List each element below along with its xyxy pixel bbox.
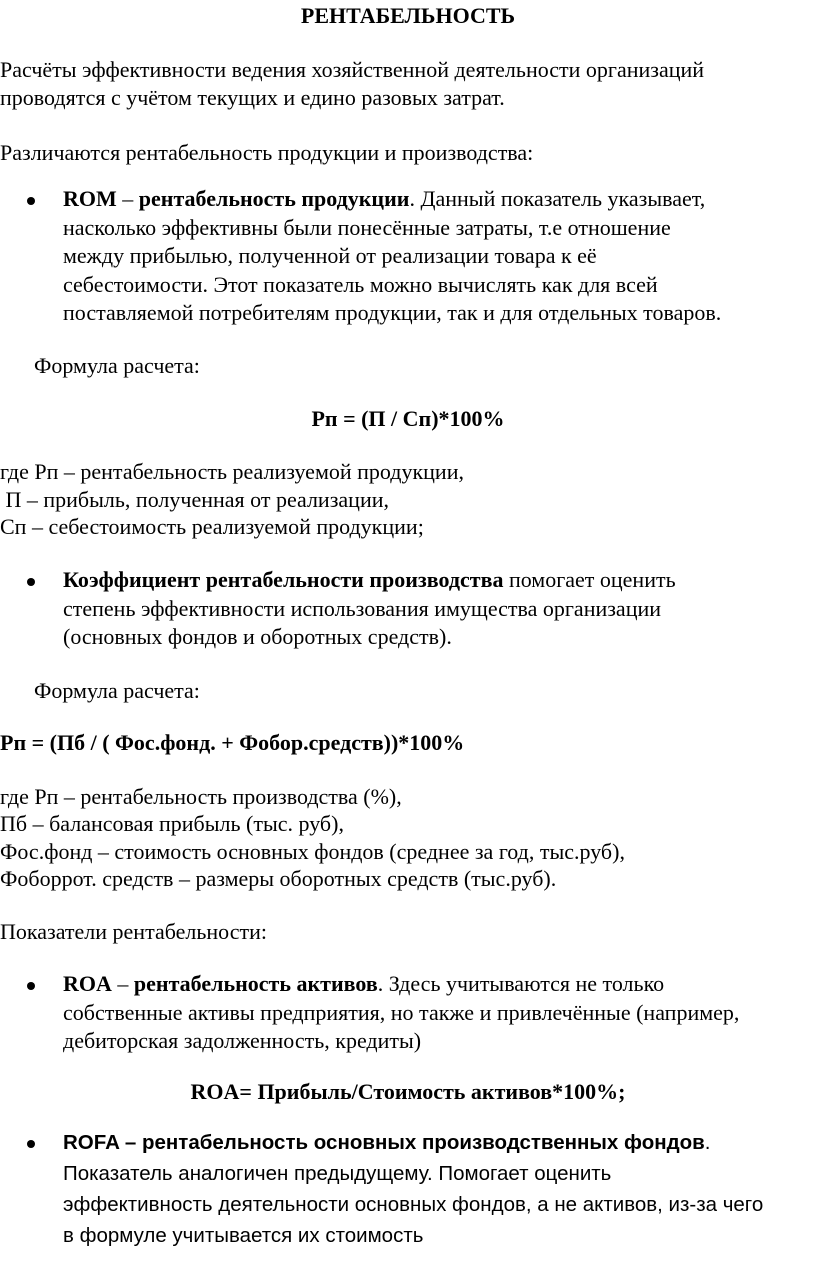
rom-rest: . Данный показатель указывает, [409,186,706,211]
roa-line-3: дебиторская задолженность, кредиты) [63,1028,422,1053]
bullet-icon [27,982,35,990]
legend-2-line-2: Пб – балансовая прибыль (тыс. руб), [0,811,344,836]
roa-line-2: собственные активы предприятия, но также и привлечённые (например, [63,999,740,1025]
document-title: РЕНТАБЕЛЬНОСТЬ [300,3,516,28]
roa-term: рентабельность активов [133,971,378,996]
roa-dash: – [111,971,134,996]
rofa-list-item [63,1127,815,1251]
rom-term: рентабельность продукции [138,186,410,211]
rofa-dash: – [119,1131,142,1154]
rofa-term: рентабельность основных производственных фондов [141,1131,705,1154]
rofa-line-3: эффективность деятельности основных фондов, а не активов, из-за чего [63,1193,764,1216]
production-term: Коэффициент рентабельности производства [63,567,504,592]
intro-line-1: Расчёты эффективности ведения хозяйственной деятельности организаций [0,57,705,82]
rofa-rest: . [704,1131,711,1154]
legend-2-line-1: где Рп – рентабельность производства (%), [0,784,402,809]
roa-abbr: ROA [63,971,112,996]
roa-first-line [63,970,815,999]
production-line-2: степень эффективности использования имущества организации [63,595,662,621]
rom-line-2: насколько эффективны были понесённые затраты, т.е отношение [63,214,671,240]
legend-2-line-4: Фоборрот. средств – размеры оборотных средств (тыс.руб). [0,866,557,891]
distinguish-text: Различаются рентабельность продукции и производства: [0,140,534,165]
production-line-3: (основных фондов и оборотных средств). [63,624,452,649]
rom-line-3: между прибылью, полученной от реализации товара к её [63,243,597,268]
rofa-abbr: ROFA [63,1131,120,1154]
rom-first-line [63,185,815,214]
formula-2: Рп = (Пб / ( Фос.фонд. + Фобор.средств))*100% [0,730,465,755]
legend-1-line-3: Сп – себестоимость реализуемой продукции; [0,514,424,539]
formula-label-2: Формула расчета: [34,678,200,703]
production-rest: помогает оценить [503,567,676,592]
formula-roa: ROA= Прибыль/Стоимость активов*100%; [190,1079,626,1104]
rom-list-item [63,185,815,328]
rofa-line-4: в формуле учитывается их стоимость [63,1224,424,1247]
rom-abbr: ROM [63,186,117,211]
bullet-icon [27,197,35,205]
roa-rest: . Здесь учитываются не только [377,971,665,996]
legend-1-line-1: где Рп – рентабельность реализуемой продукции, [0,459,464,484]
indicators-text: Показатели рентабельности: [0,919,267,944]
production-first-line [63,566,815,595]
formula-1: Рп = (П / Сп)*100% [311,406,505,431]
roa-list-item [63,970,815,1056]
rom-line-4: себестоимости. Этот показатель можно вычислять как для всей [63,271,658,297]
production-list-item [63,566,815,652]
bullet-icon [27,578,35,586]
legend-2-line-3: Фос.фонд – стоимость основных фондов (среднее за год, тыс.руб), [0,839,625,864]
bullet-icon [27,1140,35,1148]
rofa-first-line [63,1127,815,1158]
rom-line-5: поставляемой потребителям продукции, так и для отдельных товаров. [63,300,722,325]
formula-label-1: Формула расчета: [34,353,200,378]
rofa-line-2: Показатель аналогичен предыдущему. Помогает оценить [63,1162,612,1185]
rom-dash: – [116,186,139,211]
intro-line-2: проводятся с учётом текущих и едино разовых затрат. [0,85,505,110]
legend-1-line-2: П – прибыль, полученная от реализации, [0,487,389,512]
